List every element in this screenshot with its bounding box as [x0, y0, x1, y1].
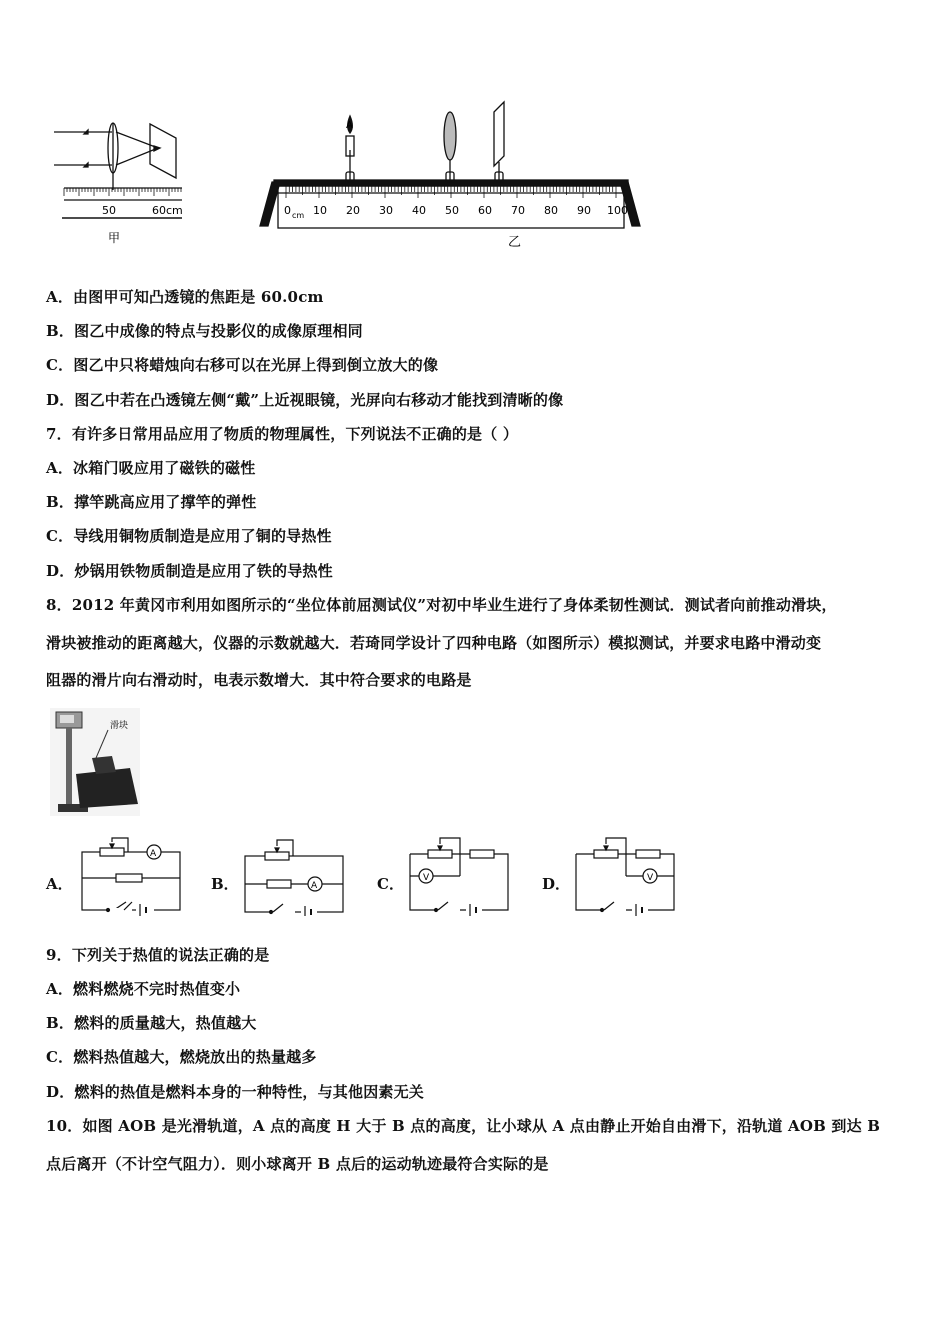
q9-option-c: C．燃料热值越大，燃烧放出的热量越多: [46, 1048, 317, 1066]
yi-tick-label: 20: [346, 204, 360, 217]
q6-option-d: D．图乙中若在凸透镜左侧“戴”上近视眼镜，光屏向右移动才能找到清晰的像: [46, 391, 564, 409]
jia-tick-50: 50: [102, 204, 116, 217]
q7-option-d: D．炒锅用铁物质制造是应用了铁的导热性: [46, 562, 333, 580]
meter-b-label: A: [311, 881, 318, 891]
q9-option-b: B．燃料的质量越大，热值越大: [46, 1014, 257, 1032]
q10-stem-line-2: 点后离开（不计空气阻力）．则小球离开 B 点后的运动轨迹最符合实际的是: [46, 1155, 549, 1173]
jia-caption: 甲: [108, 231, 121, 245]
yi-caption: 乙: [508, 235, 522, 250]
yi-tick-label: 70: [511, 204, 525, 217]
yi-tick-label: 40: [412, 204, 426, 217]
yi-tick-label: 10: [313, 204, 327, 217]
q6-option-c: C．图乙中只将蜡烛向右移可以在光屏上得到倒立放大的像: [46, 356, 439, 374]
q7-option-b: B．撑竿跳高应用了撑竿的弹性: [46, 493, 257, 511]
circuit-c: [408, 836, 512, 916]
yi-tick-label: 30: [379, 204, 393, 217]
tester-photo: [50, 708, 140, 816]
yi-tick-label: 60: [478, 204, 492, 217]
figure-jia: [50, 118, 195, 248]
circuit-label-d: D．: [542, 875, 571, 893]
jia-tick-60: 60cm: [152, 204, 183, 217]
q8-stem-line-1: 8．2012 年黄冈市利用如图所示的“坐位体前屈测试仪”对初中毕业生进行了身体柔韧性测试．测试者向前推动滑块，: [46, 596, 837, 614]
q6-option-b: B．图乙中成像的特点与投影仪的成像原理相同: [46, 322, 363, 340]
q7-option-a: A．冰箱门吸应用了磁铁的磁性: [46, 459, 256, 477]
figure-yi: [258, 98, 650, 250]
circuit-a: [80, 836, 184, 916]
yi-tick-label: 80: [544, 204, 558, 217]
yi-tick-label: 100: [607, 204, 628, 217]
q9-option-a: A．燃料燃烧不完时热值变小: [46, 980, 241, 998]
q7-option-c: C．导线用铜物质制造是应用了铜的导热性: [46, 527, 332, 545]
candle-label: A: [346, 120, 353, 131]
circuit-label-a: A．: [46, 875, 73, 893]
q8-stem-line-2: 滑块被推动的距离越大，仪器的示数就越大．若琦同学设计了四种电路（如图所示）模拟测试，并要求电路中滑动变: [46, 634, 822, 652]
q8-stem-line-3: 阻器的滑片向右滑动时，电表示数增大．其中符合要求的电路是: [46, 671, 472, 689]
q6-option-a: A．由图甲可知凸透镜的焦距是 60.0cm: [46, 288, 324, 306]
circuit-b: [243, 836, 347, 916]
circuit-label-b: B．: [211, 875, 239, 893]
circuit-label-c: C．: [377, 875, 404, 893]
yi-tick-label: 0: [284, 204, 291, 217]
meter-c-label: V: [423, 873, 430, 883]
circuit-d: [574, 836, 678, 916]
meter-a-label: A: [150, 849, 157, 859]
q9-option-d: D．燃料的热值是燃料本身的一种特性，与其他因素无关: [46, 1083, 425, 1101]
yi-tick-label: 90: [577, 204, 591, 217]
q10-stem-line-1: 10．如图 AOB 是光滑轨道，A 点的高度 H 大于 B 点的高度，让小球从 A 点由静止开始自由滑下，沿轨道 AOB 到达 B: [46, 1117, 881, 1135]
q9-stem: 9．下列关于热值的说法正确的是: [46, 946, 270, 964]
meter-d-label: V: [647, 873, 654, 883]
slider-label: 滑块: [110, 721, 129, 731]
yi-tick-label: 50: [445, 204, 459, 217]
q7-stem: 7．有许多日常用品应用了物质的物理属性，下列说法不正确的是（ ）: [46, 425, 519, 443]
yi-tick-label: cm: [292, 211, 305, 220]
